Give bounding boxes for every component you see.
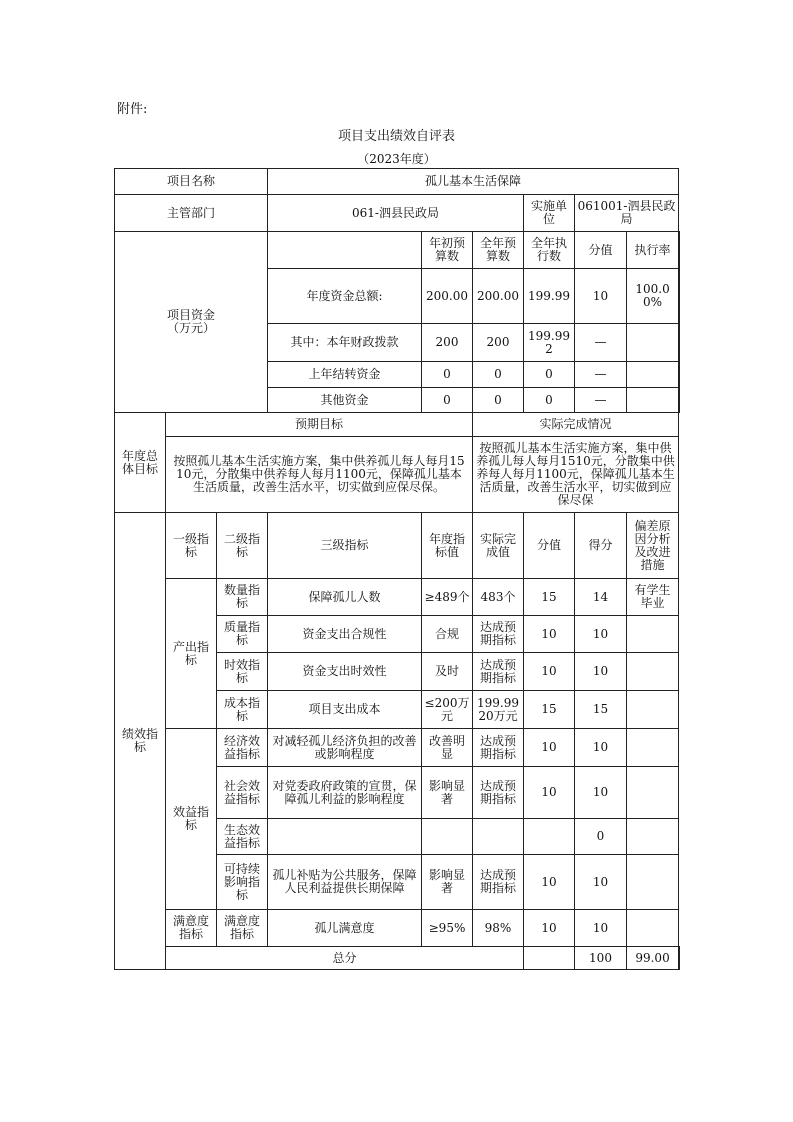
perf-target: ≥489个 bbox=[422, 579, 473, 616]
funds-label: 项目资金 （万元） bbox=[115, 232, 268, 413]
total-reason-blank bbox=[679, 947, 680, 970]
perf-l3: 孤儿满意度 bbox=[268, 910, 422, 947]
perf-got: 10 bbox=[575, 653, 627, 691]
perf-l2: 成本指标 bbox=[217, 691, 268, 729]
perf-score bbox=[524, 819, 575, 855]
satisfaction-label: 满意度指标 bbox=[166, 910, 217, 947]
perf-target: 及时 bbox=[422, 653, 473, 691]
project-name-row bbox=[115, 169, 680, 195]
benefit-label: 效益指标 bbox=[166, 729, 217, 910]
perf-l2: 生态效益指标 bbox=[217, 819, 268, 855]
dept-value: 061-泗县民政局 bbox=[268, 195, 524, 232]
funds-row-score: — bbox=[575, 362, 627, 388]
funds-header-blank bbox=[268, 232, 422, 269]
perf-label: 绩效指标 bbox=[115, 513, 166, 970]
goals-label: 年度总体目标 bbox=[115, 413, 166, 513]
perf-reason bbox=[627, 767, 679, 819]
goals-expected-label: 预期目标 bbox=[166, 413, 473, 437]
perf-got: 10 bbox=[575, 729, 627, 767]
funds-row-score: 10 bbox=[575, 269, 627, 324]
perf-l3: 资金支出时效性 bbox=[268, 653, 422, 691]
perf-l3: 项目支出成本 bbox=[268, 691, 422, 729]
perf-l2: 时效指标 bbox=[217, 653, 268, 691]
funds-row-exec: 0 bbox=[524, 388, 575, 413]
funds-row-rate bbox=[627, 324, 679, 362]
perf-score: 15 bbox=[524, 691, 575, 729]
perf-got: 10 bbox=[575, 767, 627, 819]
perf-actual bbox=[473, 819, 524, 855]
output-label: 产出指标 bbox=[166, 579, 217, 729]
perf-l2: 可持续影响指标 bbox=[217, 855, 268, 910]
funds-row-got bbox=[679, 269, 680, 324]
perf-score: 10 bbox=[524, 910, 575, 947]
perf-header-reason: 偏差原因分析及改进措施 bbox=[627, 513, 679, 579]
perf-target: ≥95% bbox=[422, 910, 473, 947]
funds-header-initial: 年初预算数 bbox=[422, 232, 473, 269]
funds-row-score: — bbox=[575, 324, 627, 362]
funds-row-rate bbox=[627, 388, 679, 413]
perf-score: 15 bbox=[524, 579, 575, 616]
department-row bbox=[115, 195, 680, 232]
perf-header-target: 年度指标值 bbox=[422, 513, 473, 579]
goals-actual-text: 按照孤儿基本生活实施方案，集中供养孤儿每人每月1510元，分散集中供养每人每月1100元，保障孤儿基本生活质量，改善生活水平，切实做到应保尽保 bbox=[473, 437, 679, 513]
perf-target: 影响显著 bbox=[422, 855, 473, 910]
perf-target: 改善明显 bbox=[422, 729, 473, 767]
perf-l3 bbox=[268, 819, 422, 855]
total-blank bbox=[524, 947, 575, 970]
funds-row-full: 200 bbox=[473, 324, 524, 362]
perf-l3: 孤儿补贴为公共服务，保障人民利益提供长期保障 bbox=[268, 855, 422, 910]
perf-l2: 数量指标 bbox=[217, 579, 268, 616]
perf-score: 10 bbox=[524, 653, 575, 691]
perf-reason bbox=[627, 729, 679, 767]
perf-header-row bbox=[115, 513, 680, 579]
funds-row-got bbox=[679, 388, 680, 413]
funds-row-exec: 0 bbox=[524, 362, 575, 388]
perf-l2: 满意度指标 bbox=[217, 910, 268, 947]
perf-got: 10 bbox=[575, 616, 627, 653]
perf-l2: 质量指标 bbox=[217, 616, 268, 653]
perf-reason bbox=[627, 653, 679, 691]
funds-row-name: 年度资金总额: bbox=[268, 269, 422, 324]
perf-header-l3: 三级指标 bbox=[268, 513, 422, 579]
total-row bbox=[115, 947, 680, 970]
page-title: 项目支出绩效自评表 bbox=[337, 129, 455, 144]
perf-actual: 483个 bbox=[473, 579, 524, 616]
funds-row-exec: 199.99 bbox=[524, 269, 575, 324]
perf-target: ≤200万元 bbox=[422, 691, 473, 729]
funds-row-full: 0 bbox=[473, 362, 524, 388]
funds-row-score: — bbox=[575, 388, 627, 413]
perf-header-score: 分值 bbox=[524, 513, 575, 579]
funds-header-rate: 执行率 bbox=[627, 232, 679, 269]
total-label: 总分 bbox=[166, 947, 524, 970]
funds-row-exec: 199.992 bbox=[524, 324, 575, 362]
funds-row-rate bbox=[627, 362, 679, 388]
perf-l3: 保障孤儿人数 bbox=[268, 579, 422, 616]
perf-actual: 199.9920万元 bbox=[473, 691, 524, 729]
funds-header-exec: 全年执行数 bbox=[524, 232, 575, 269]
total-score: 100 bbox=[575, 947, 627, 970]
funds-row-name: 其他资金 bbox=[268, 388, 422, 413]
perf-reason bbox=[627, 855, 679, 910]
perf-score: 10 bbox=[524, 729, 575, 767]
funds-header-got bbox=[679, 232, 680, 269]
funds-row-rate: 100.00% bbox=[627, 269, 679, 324]
impl-label: 实施单位 bbox=[524, 195, 575, 232]
perf-reason bbox=[627, 819, 679, 855]
perf-actual: 达成预期指标 bbox=[473, 767, 524, 819]
funds-row-name: 其中：本年财政拨款 bbox=[268, 324, 422, 362]
perf-reason: 有学生毕业 bbox=[627, 579, 679, 616]
funds-header-row bbox=[115, 232, 680, 269]
perf-l2: 经济效益指标 bbox=[217, 729, 268, 767]
perf-l2: 社会效益指标 bbox=[217, 767, 268, 819]
perf-actual: 达成预期指标 bbox=[473, 616, 524, 653]
perf-row bbox=[115, 910, 680, 947]
perf-got: 10 bbox=[575, 910, 627, 947]
funds-row-name: 上年结转资金 bbox=[268, 362, 422, 388]
funds-header-score: 分值 bbox=[575, 232, 627, 269]
perf-header-l2: 二级指标 bbox=[217, 513, 268, 579]
goals-header-row bbox=[115, 413, 680, 437]
funds-row-initial: 200.00 bbox=[422, 269, 473, 324]
funds-row-full: 200.00 bbox=[473, 269, 524, 324]
perf-reason bbox=[627, 691, 679, 729]
perf-got: 15 bbox=[575, 691, 627, 729]
goals-content-row bbox=[115, 437, 680, 513]
perf-score: 10 bbox=[524, 767, 575, 819]
attachment-label: 附件: bbox=[117, 102, 148, 117]
perf-got: 14 bbox=[575, 579, 627, 616]
year-subtitle: （2023年度） bbox=[357, 152, 436, 166]
perf-row bbox=[115, 579, 680, 616]
total-got: 99.00 bbox=[627, 947, 679, 970]
perf-score: 10 bbox=[524, 855, 575, 910]
perf-header-actual: 实际完成值 bbox=[473, 513, 524, 579]
perf-l3: 对党委政府政策的宣贯，保障孤儿利益的影响程度 bbox=[268, 767, 422, 819]
perf-score: 10 bbox=[524, 616, 575, 653]
perf-got: 0 bbox=[575, 819, 627, 855]
perf-actual: 达成预期指标 bbox=[473, 729, 524, 767]
perf-l3: 资金支出合规性 bbox=[268, 616, 422, 653]
perf-reason bbox=[627, 616, 679, 653]
impl-value: 061001-泗县民政局 bbox=[575, 195, 679, 232]
perf-actual: 达成预期指标 bbox=[473, 653, 524, 691]
funds-row-initial: 200 bbox=[422, 324, 473, 362]
perf-target: 合规 bbox=[422, 616, 473, 653]
dept-label: 主管部门 bbox=[115, 195, 268, 232]
perf-target: 影响显著 bbox=[422, 767, 473, 819]
perf-header-l1: 一级指标 bbox=[166, 513, 217, 579]
funds-row-got bbox=[679, 362, 680, 388]
funds-header-full: 全年预算数 bbox=[473, 232, 524, 269]
perf-l3: 对减轻孤儿经济负担的改善或影响程度 bbox=[268, 729, 422, 767]
perf-actual: 98% bbox=[473, 910, 524, 947]
perf-actual: 达成预期指标 bbox=[473, 855, 524, 910]
funds-row-initial: 0 bbox=[422, 388, 473, 413]
funds-row-full: 0 bbox=[473, 388, 524, 413]
perf-header-got: 得分 bbox=[575, 513, 627, 579]
goals-expected-text: 按照孤儿基本生活实施方案，集中供养孤儿每人每月1510元，分散集中供养每人每月1100元，保障孤儿基本生活质量，改善生活水平，切实做到应保尽保。 bbox=[166, 437, 473, 513]
perf-row bbox=[115, 729, 680, 767]
perf-target bbox=[422, 819, 473, 855]
funds-row-initial: 0 bbox=[422, 362, 473, 388]
goals-actual-label: 实际完成情况 bbox=[473, 413, 679, 437]
evaluation-table bbox=[114, 168, 680, 970]
perf-got: 10 bbox=[575, 855, 627, 910]
project-name-value: 孤儿基本生活保障 bbox=[268, 169, 679, 195]
project-name-label: 项目名称 bbox=[115, 169, 268, 195]
perf-reason bbox=[627, 910, 679, 947]
funds-row-got bbox=[679, 324, 680, 362]
